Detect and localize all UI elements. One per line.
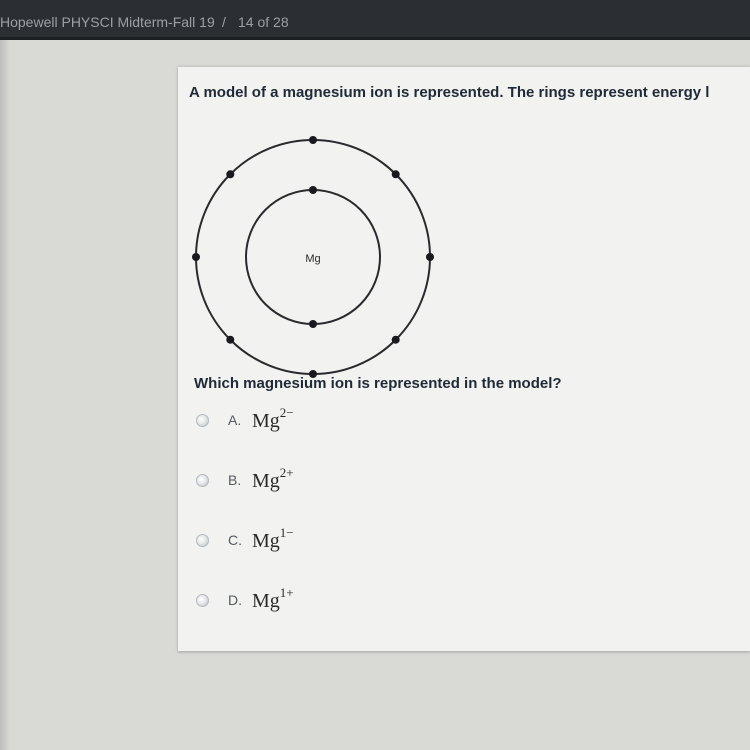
breadcrumb-separator: / <box>222 14 226 30</box>
atom-model-diagram <box>178 107 458 387</box>
radio-option-b[interactable] <box>196 474 209 487</box>
top-bar <box>0 0 750 40</box>
option-letter: C. <box>228 532 242 548</box>
option-letter: B. <box>228 472 242 488</box>
question-progress: 14 of 28 <box>238 14 289 30</box>
option-c[interactable] <box>196 526 396 558</box>
formula-base: Mg <box>252 590 280 612</box>
outer-shell-electron <box>226 336 234 344</box>
formula-charge: 2+ <box>279 465 294 481</box>
nucleus-label: Mg <box>305 253 321 265</box>
option-b[interactable] <box>196 466 396 498</box>
formula-base: Mg <box>252 410 280 432</box>
option-letter: D. <box>228 592 242 608</box>
course-title: Hopewell PHYSCI Midterm-Fall 19 <box>0 14 215 30</box>
radio-option-c[interactable] <box>196 534 209 547</box>
top-bar-edge <box>0 37 750 40</box>
inner-shell-electron <box>309 320 317 328</box>
formula-charge: 1− <box>279 525 294 541</box>
question-prompt: A model of a magnesium ion is represented. The rings represent energy l <box>189 84 710 101</box>
option-formula <box>252 585 294 613</box>
outer-shell-electron <box>309 136 317 144</box>
formula-base: Mg <box>252 530 280 552</box>
question-text: Which magnesium ion is represented in the model? <box>194 375 562 392</box>
option-d[interactable] <box>196 586 396 618</box>
question-card <box>178 66 750 651</box>
outer-shell-electron <box>226 170 234 178</box>
outer-shell-electron <box>392 336 400 344</box>
formula-charge: 1+ <box>279 585 294 601</box>
left-edge-shadow <box>0 40 10 750</box>
formula-base: Mg <box>252 470 280 492</box>
formula-charge: 2− <box>279 405 294 421</box>
inner-shell-electron <box>309 186 317 194</box>
option-formula <box>252 405 294 433</box>
outer-shell-electron <box>426 253 434 261</box>
option-formula <box>252 465 294 493</box>
option-formula <box>252 525 294 553</box>
outer-shell-electron <box>192 253 200 261</box>
radio-option-d[interactable] <box>196 594 209 607</box>
outer-shell-electron <box>392 170 400 178</box>
option-a[interactable] <box>196 406 396 438</box>
radio-option-a[interactable] <box>196 414 209 427</box>
option-letter: A. <box>228 412 242 428</box>
